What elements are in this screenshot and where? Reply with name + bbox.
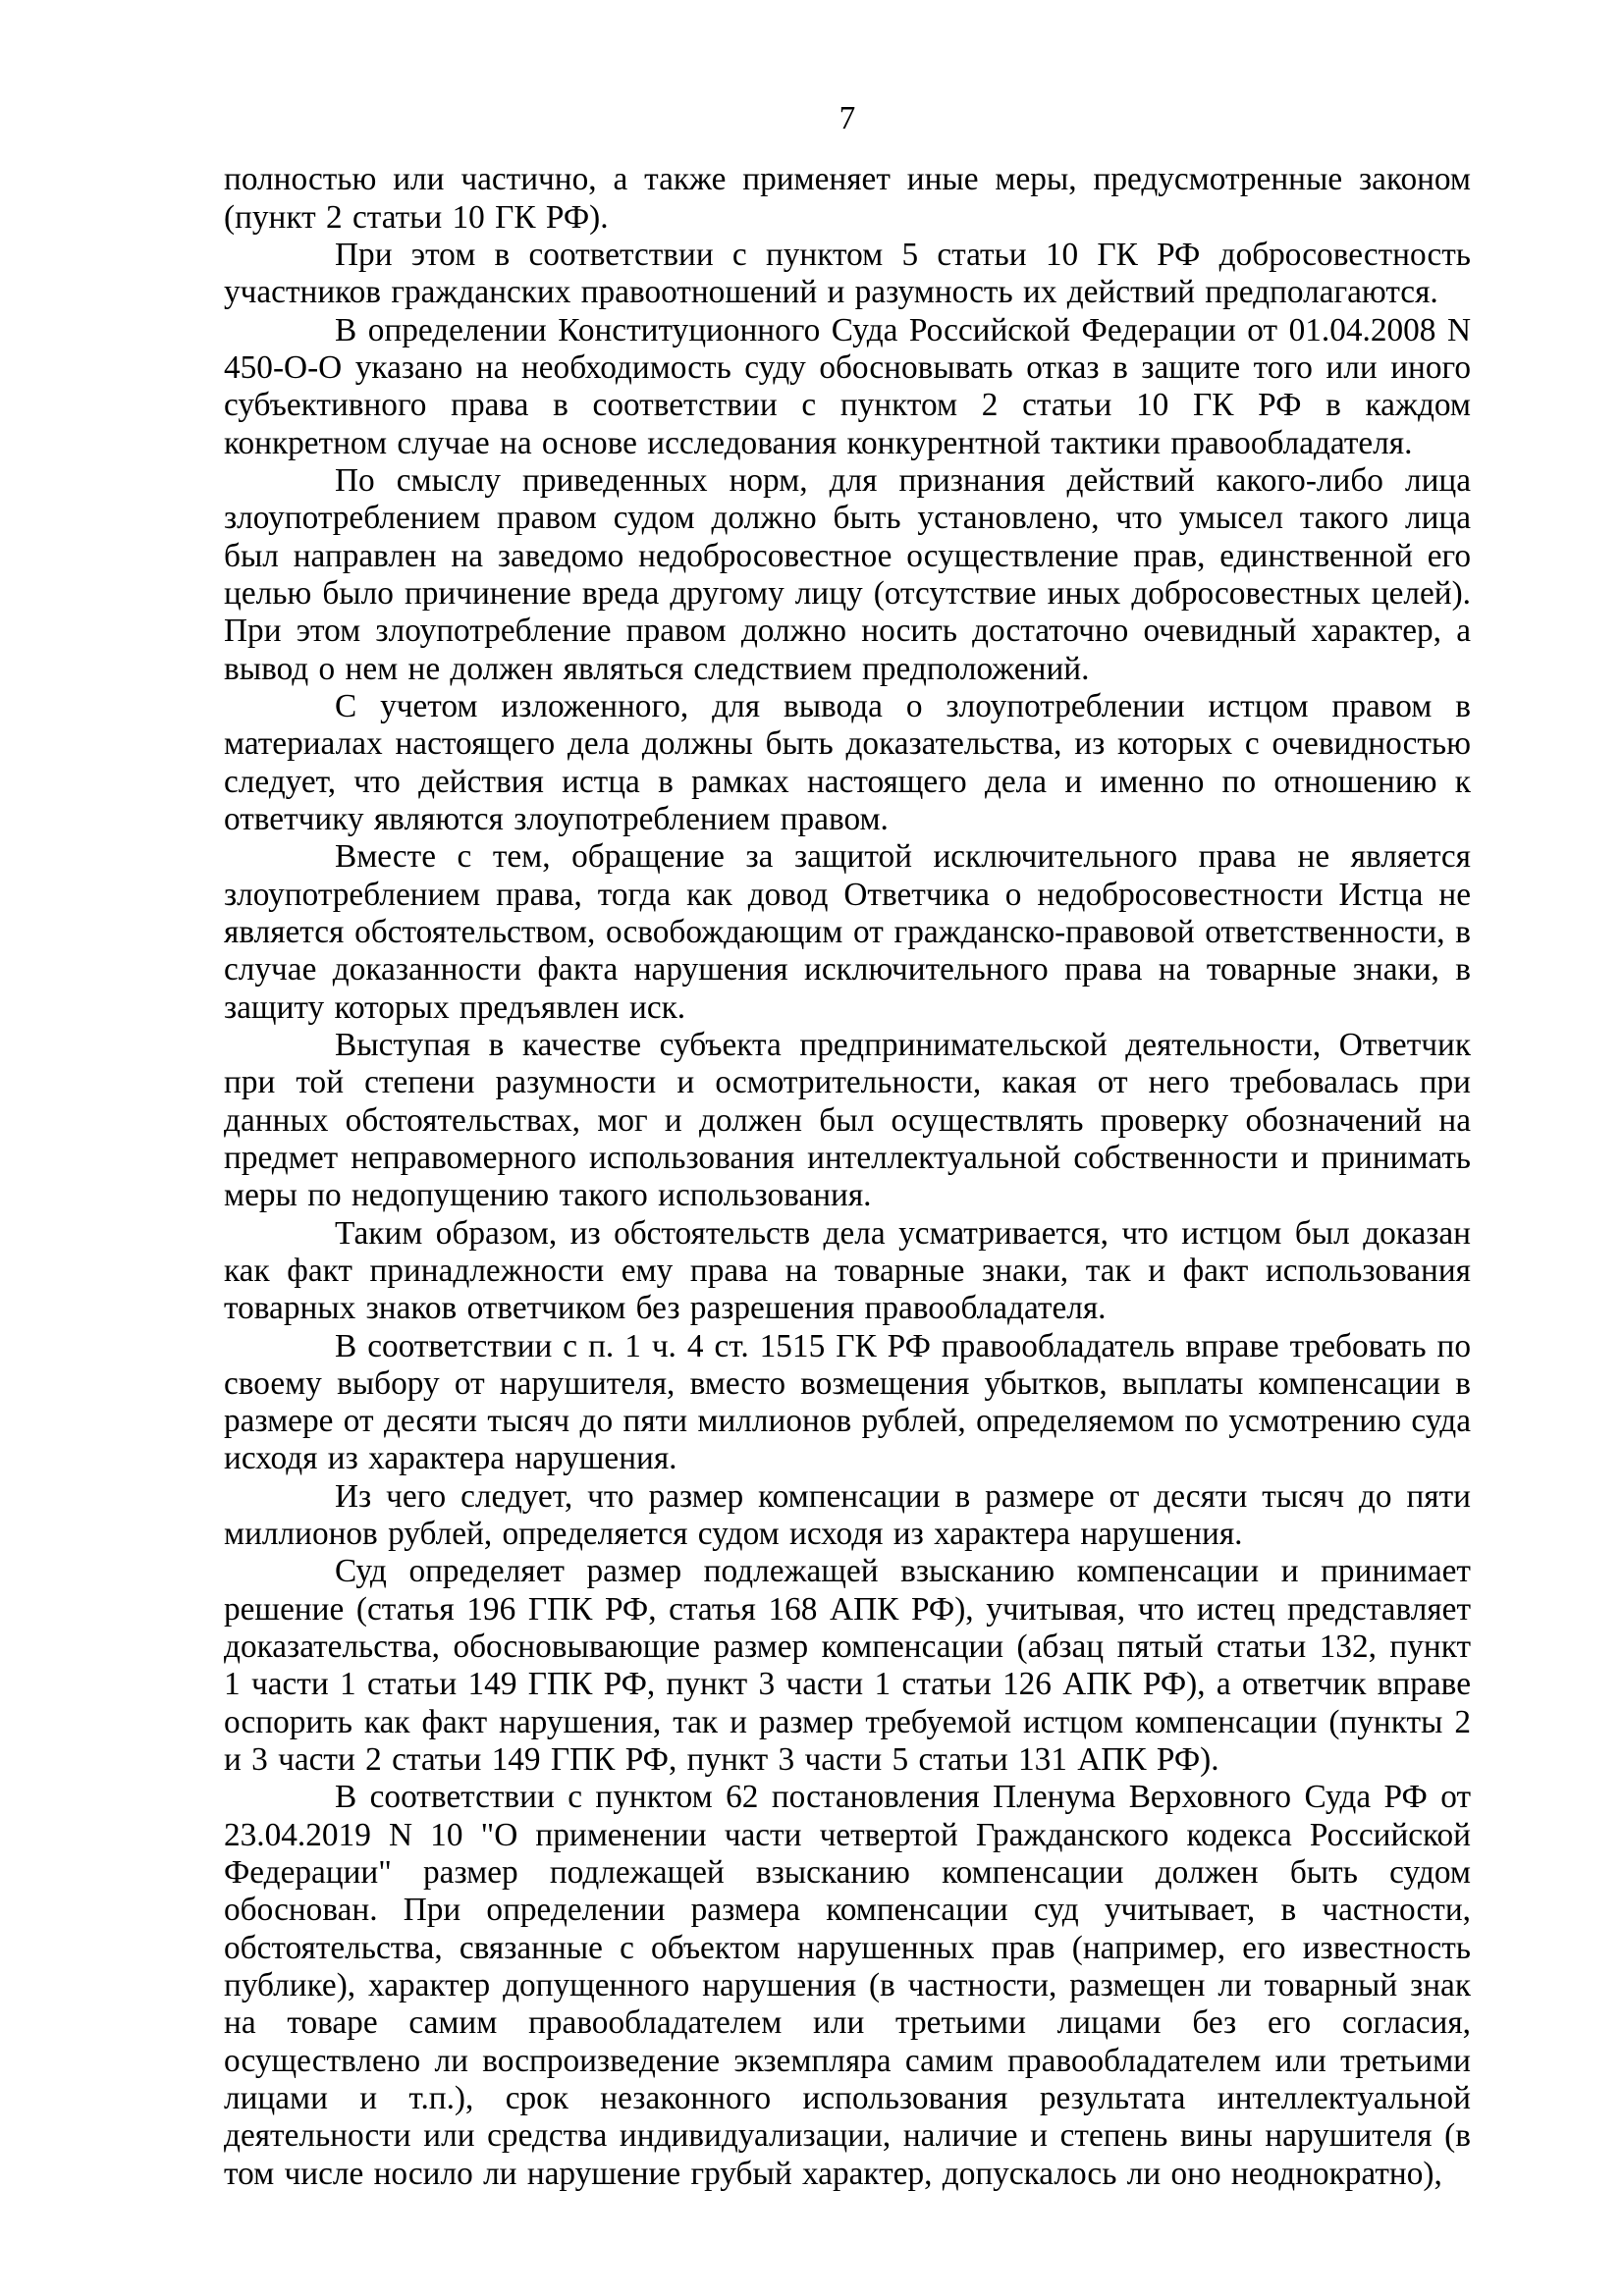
- paragraph: Вместе с тем, обращение за защитой исключительного права не является злоупотреблением права, тогда как довод Ответчика о недобросовестности Истца не является обстоятельством, освобождающим от гражданско-правовой ответственности, в случае доказанности факта нарушения исключительного права на товарные знаки, в защиту которых предъявлен иск.: [224, 838, 1471, 1026]
- paragraph: В соответствии с п. 1 ч. 4 ст. 1515 ГК РФ правообладатель вправе требовать по своему выбору от нарушителя, вместо возмещения убытков, выплаты компенсации в размере от десяти тысяч до пяти миллионов рублей, определяемом по усмотрению суда исходя из характера нарушения.: [224, 1327, 1471, 1477]
- paragraph: полностью или частично, а также применяет иные меры, предусмотренные законом (пункт 2 статьи 10 ГК РФ).: [224, 161, 1471, 236]
- paragraph: С учетом изложенного, для вывода о злоупотреблении истцом правом в материалах настоящего дела должны быть доказательства, из которых с очевидностью следует, что действия истца в рамках настоящего дела и именно по отношению к ответчику являются злоупотреблением правом.: [224, 687, 1471, 837]
- paragraph: Таким образом, из обстоятельств дела усматривается, что истцом был доказан как факт принадлежности ему права на товарные знаки, так и факт использования товарных знаков ответчиком без разрешения правообладателя.: [224, 1214, 1471, 1327]
- paragraph: В соответствии с пунктом 62 постановления Пленума Верховного Суда РФ от 23.04.2019 N 10 "О применении части четвертой Гражданского кодекса Российской Федерации" размер подлежащей взысканию компенсации должен быть судом обоснован. При определении размера компенсации суд учитывает, в частности, обстоятельства, связанные с объектом нарушенных прав (например, его известность публике), характер допущенного нарушения (в частности, размещен ли товарный знак на товаре самим правообладателем или третьими лицами без его согласия, осуществлено ли воспроизведение экземпляра самим правообладателем или третьими лицами и т.п.), срок незаконного использования результата интеллектуальной деятельности или средства индивидуализации, наличие и степень вины нарушителя (в том числе носило ли нарушение грубый характер, допускалось ли оно неоднократно),: [224, 1779, 1471, 2192]
- paragraph: В определении Конституционного Суда Российской Федерации от 01.04.2008 N 450-О-О указано на необходимость суду обосновывать отказ в защите того или иного субъективного права в соответствии с пунктом 2 статьи 10 ГК РФ в каждом конкретном случае на основе исследования конкурентной тактики правообладателя.: [224, 311, 1471, 461]
- page-number: 7: [839, 100, 856, 136]
- paragraph: При этом в соответствии с пунктом 5 статьи 10 ГК РФ добросовестность участников гражданских правоотношений и разумность их действий предполагаются.: [224, 236, 1471, 311]
- paragraph: По смыслу приведенных норм, для признания действий какого-либо лица злоупотреблением правом судом должно быть установлено, что умысел такого лица был направлен на заведомо недобросовестное осуществление прав, единственной его целью было причинение вреда другому лицу (отсутствие иных добросовестных целей). При этом злоупотребление правом должно носить достаточно очевидный характер, а вывод о нем не должен являться следствием предположений.: [224, 461, 1471, 687]
- document-body: [224, 161, 1471, 2193]
- paragraph: Суд определяет размер подлежащей взысканию компенсации и принимает решение (статья 196 ГПК РФ, статья 168 АПК РФ), учитывая, что истец представляет доказательства, обосновывающие размер компенсации (абзац пятый статьи 132, пункт 1 части 1 статьи 149 ГПК РФ, пункт 3 части 1 статьи 126 АПК РФ), а ответчик вправе оспорить как факт нарушения, так и размер требуемой истцом компенсации (пункты 2 и 3 части 2 статьи 149 ГПК РФ, пункт 3 части 5 статьи 131 АПК РФ).: [224, 1553, 1471, 1779]
- paragraph: Выступая в качестве субъекта предпринимательской деятельности, Ответчик при той степени разумности и осмотрительности, какая от него требовалась при данных обстоятельствах, мог и должен был осуществлять проверку обозначений на предмет неправомерного использования интеллектуальной собственности и принимать меры по недопущению такого использования.: [224, 1026, 1471, 1214]
- paragraph: Из чего следует, что размер компенсации в размере от десяти тысяч до пяти миллионов рублей, определяется судом исходя из характера нарушения.: [224, 1477, 1471, 1553]
